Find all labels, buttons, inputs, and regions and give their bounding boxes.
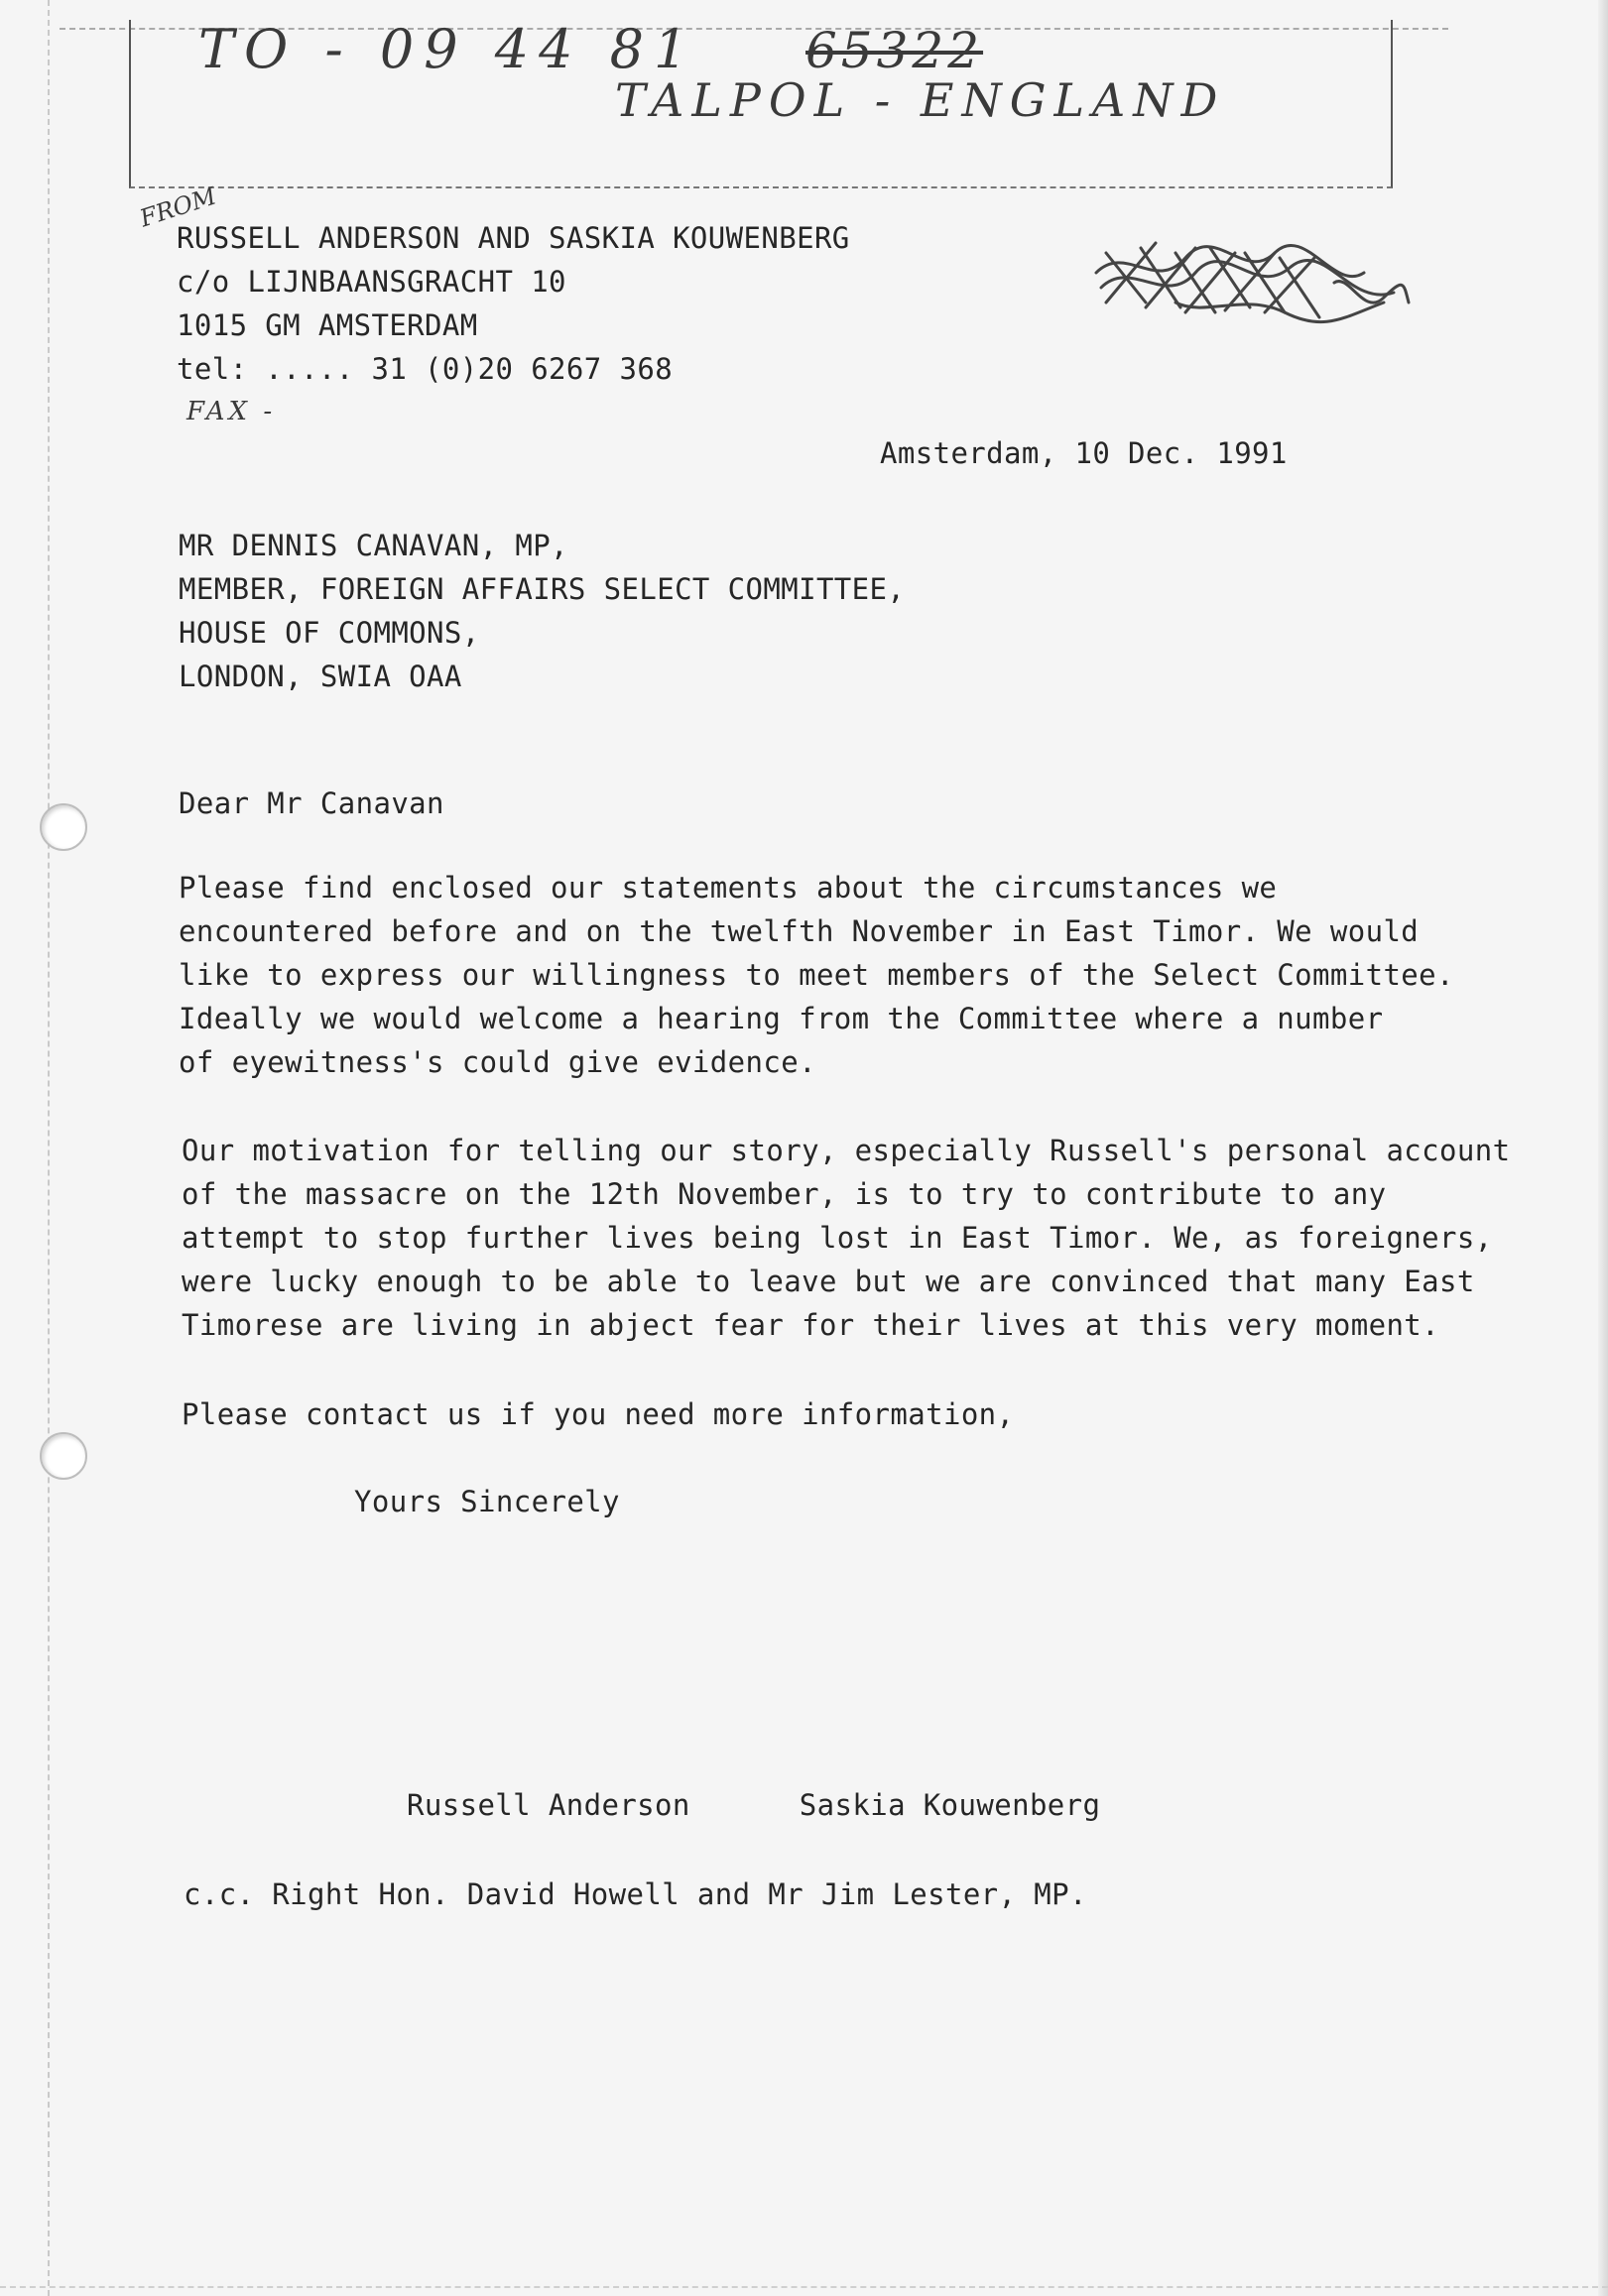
fax-label: FAX - — [186, 397, 277, 426]
sender-address — [177, 216, 850, 391]
scan-bottom-edge — [0, 2286, 1608, 2296]
body-line: encountered before and on the twelfth November in East Timor. We would — [179, 914, 1420, 948]
signature-russell: Russell Anderson — [407, 1788, 690, 1822]
punch-hole-bottom — [40, 1432, 87, 1480]
recipient-line: MR DENNIS CANAVAN, MP, — [179, 529, 568, 562]
salutation: Dear Mr Canavan — [179, 786, 444, 820]
body-line: of eyewitness's could give evidence. — [179, 1045, 816, 1079]
recipient-address — [179, 524, 905, 698]
body-paragraph-1 — [179, 866, 1454, 1084]
fax-destination: TALPOL - ENGLAND — [615, 73, 1226, 127]
fax-struck-number: 65322 — [805, 22, 984, 79]
body-line: like to express our willingness to meet members of the Select Committee. — [179, 958, 1454, 992]
sender-line: c/o LIJNBAANSGRACHT 10 — [177, 265, 566, 299]
recipient-line: LONDON, SWIA OAA — [179, 660, 462, 693]
sender-line: 1015 GM AMSTERDAM — [177, 308, 478, 342]
body-line: attempt to stop further lives being lost in East Timor. We, as foreigners, — [182, 1221, 1493, 1255]
scan-right-edge — [1598, 0, 1608, 2296]
signature-block — [407, 1783, 1100, 1827]
body-line: Please find enclosed our statements about the circumstances we — [179, 871, 1278, 905]
punch-hole-top — [40, 803, 87, 851]
cc-line: c.c. Right Hon. David Howell and Mr Jim Lester, MP. — [184, 1877, 1087, 1911]
body-line: Timorese are living in abject fear for their lives at this very moment. — [182, 1308, 1440, 1342]
closing: Yours Sincerely — [354, 1485, 620, 1518]
sender-line: tel: ..... 31 (0)20 6267 368 — [177, 352, 674, 386]
body-line: Ideally we would welcome a hearing from the Committee where a number — [179, 1002, 1384, 1035]
recipient-line: HOUSE OF COMMONS, — [179, 616, 480, 650]
scan-margin-line — [48, 0, 50, 2296]
fax-number: TO - 09 44 81 — [198, 18, 698, 80]
recipient-line: MEMBER, FOREIGN AFFAIRS SELECT COMMITTEE, — [179, 572, 906, 606]
sender-line: RUSSELL ANDERSON AND SASKIA KOUWENBERG — [177, 221, 850, 255]
letter-date: Amsterdam, 10 Dec. 1991 — [880, 436, 1288, 470]
body-line: Our motivation for telling our story, especially Russell's personal account — [182, 1134, 1511, 1167]
body-line: of the massacre on the 12th November, is to try to contribute to any — [182, 1177, 1387, 1211]
crossed-out-scribble — [1086, 223, 1414, 342]
body-paragraph-2 — [182, 1129, 1510, 1347]
body-paragraph-3: Please contact us if you need more information, — [182, 1397, 1015, 1431]
signature-saskia: Saskia Kouwenberg — [799, 1788, 1101, 1822]
body-line: were lucky enough to be able to leave but we are convinced that many East — [182, 1265, 1475, 1298]
from-label: FROM — [136, 181, 220, 233]
